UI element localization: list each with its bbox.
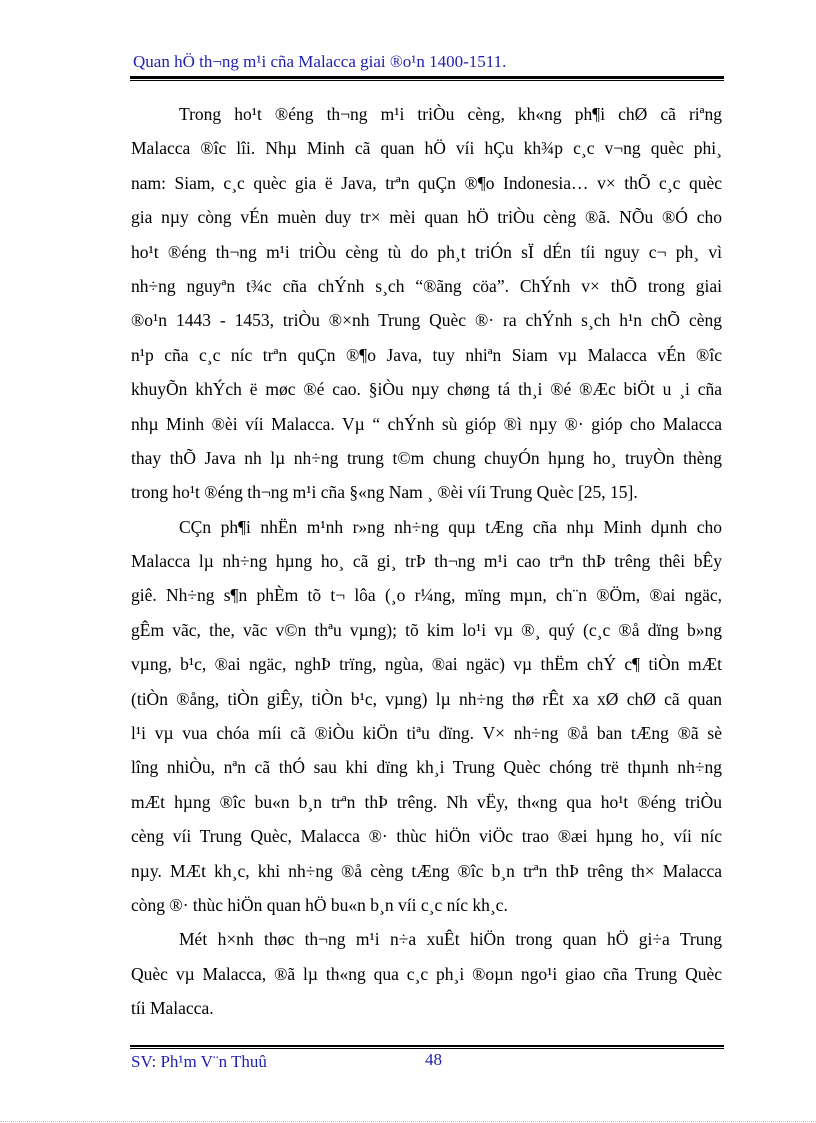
text-line: vµng, b¹c, ®ai ngäc, nghÞ trïng, ngùa, ®ai ngäc) vµ thËm chÝ c¶ tiÒn mÆt [131, 654, 722, 675]
paragraph [131, 97, 722, 510]
footer-author: SV: Ph¹m V¨n Thuû [131, 1052, 267, 1071]
text-line: Quèc vµ Malacca, ®ã lµ th«ng qua c¸c ph¸i ®oµn ngo¹i giao cña Trung Quèc [131, 963, 722, 984]
text-line: nµy. MÆt kh¸c, khi nh÷ng ®å cèng tÆng ®îc b¸n trªn thÞ trêng th× Malacca [131, 860, 722, 881]
text-line: (tiÒn ®ång, tiÒn giÊy, tiÒn b¹c, vµng) lµ nh÷ng thø rÊt xa xØ chØ cã quan [131, 688, 722, 709]
text-line: khuyÕn khÝch ë møc ®é cao. §iÒu nµy chøng tá th¸i ®é ®Æc biÖt u ¸i cña [131, 379, 722, 400]
text-line: CÇn ph¶i nhËn m¹nh r»ng nh÷ng quµ tÆng cña nhµ Minh dµnh cho [179, 516, 722, 537]
header-rule [130, 76, 724, 79]
text-line: Malacca lµ nh÷ng hµng ho¸ cã gi¸ trÞ th¬ng m¹i cao trªn thÞ trêng thêi bÊy [131, 551, 722, 572]
paragraph [131, 510, 722, 923]
text-line: mÆt hµng ®îc bu«n b¸n trªn thÞ trêng. Nh vËy, th«ng qua ho¹t ®éng triÒu [131, 791, 722, 812]
text-line: nam: Siam, c¸c quèc gia ë Java, trªn quÇn ®¶o Indonesia… v× thÕ c¸c quèc [131, 172, 722, 193]
text-line: giê. Nh÷ng s¶n phÈm tõ t¬ lôa (¸o r¼ng, mïng mµn, ch¨n ®Öm, ®ai ngäc, [131, 585, 722, 606]
text-line: Mét h×nh thøc th¬ng m¹i n÷a xuÊt hiÖn trong quan hÖ gi÷a Trung [179, 929, 722, 950]
text-line: cèng víi Trung Quèc, Malacca ®· thùc hiÖn viÖc trao ®æi hµng ho¸ víi níc [131, 826, 722, 847]
page-bottom-border [0, 1121, 816, 1122]
text-line: ho¹t ®éng th¬ng m¹i triÒu cèng tù do ph¸t triÓn sÏ dÉn tíi nguy c¬ ph¸ vì [131, 241, 722, 262]
page-header-title: Quan hÖ th¬ng m¹i cña Malacca giai ®o¹n 1400-1511. [133, 52, 507, 71]
text-line: lîng nhiÒu, nªn cã thÓ sau khi dïng kh¸i Trung Quèc chóng trë thµnh nh÷ng [131, 757, 722, 778]
text-line: còng ®· thùc hiÖn quan hÖ bu«n b¸n víi c¸c níc kh¸c. [131, 894, 508, 915]
body-text [131, 97, 722, 1026]
text-line: tíi Malacca. [131, 998, 214, 1019]
text-line: ®o¹n 1443 - 1453, triÒu ®×nh Trung Quèc ®· ra chÝnh s¸ch h¹n chÕ cèng [131, 310, 722, 331]
page-number: 48 [425, 1050, 442, 1069]
text-line: trong ho¹t ®éng th¬ng m¹i cña §«ng Nam ¸ ®èi víi Trung Quèc [25, 15]. [131, 482, 638, 503]
header-rule-thin [130, 80, 724, 81]
text-line: Malacca ®îc lîi. Nhµ Minh cã quan hÖ víi hÇu kh¾p c¸c v¬ng quèc phi¸ [131, 138, 722, 159]
text-line: gia nµy còng vÉn muèn duy tr× mèi quan hÖ triÒu cèng ®ã. NÕu ®Ó cho [131, 207, 722, 228]
text-line: l¹i vµ vua chóa míi cã ®iÒu kiÖn tiªu dïng. V× nh÷ng ®å ban tÆng ®ã sè [131, 723, 722, 744]
text-line: Trong ho¹t ®éng th¬ng m¹i triÒu cèng, kh«ng ph¶i chØ cã riªng [179, 104, 722, 124]
text-line: nh÷ng nguyªn t¾c cña chÝnh s¸ch “®ãng cöa”. ChÝnh v× thÕ trong giai [131, 275, 722, 296]
text-line: nhµ Minh ®èi víi Malacca. Vµ “ chÝnh sù gióp ®ì nµy ®· gióp cho Malacca [131, 413, 722, 434]
text-line: gÊm vãc, the, vãc v©n thªu vµng); tõ kim lo¹i vµ ®¸ quý (c¸c ®å dïng b»ng [131, 619, 722, 640]
footer-rule [130, 1045, 724, 1047]
text-line: n¹p cña c¸c níc trªn quÇn ®¶o Java, tuy nhiªn Siam vµ Malacca vÉn ®îc [131, 344, 722, 365]
text-line: thay thÕ Java nh lµ nh÷ng trung t©m chung chuyÓn hµng ho¸ truyÒn thèng [131, 447, 722, 468]
paragraph [131, 922, 722, 1025]
